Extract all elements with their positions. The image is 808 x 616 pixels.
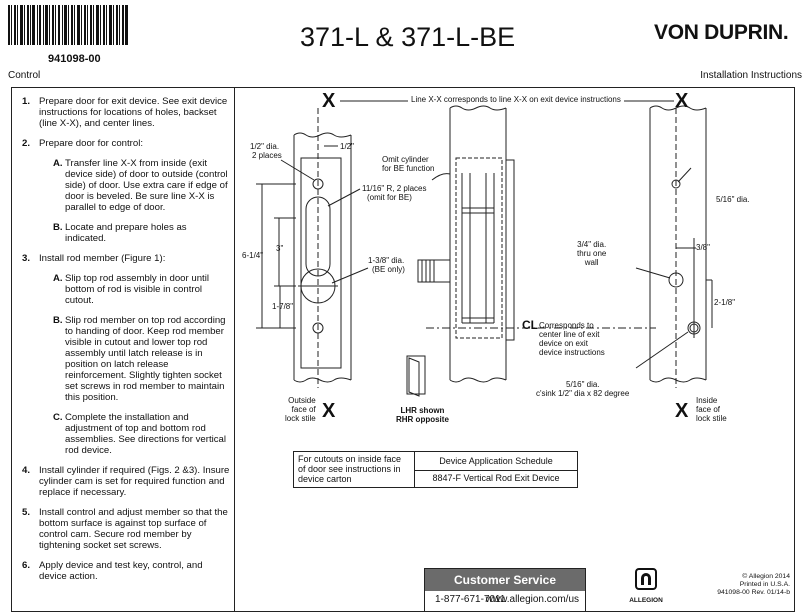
page-title: 371-L & 371-L-BE — [300, 22, 516, 52]
outside-face-label: Outside face of lock stile — [285, 396, 316, 423]
x-mark-top-left: X — [322, 90, 336, 112]
barcode — [8, 5, 128, 45]
step-text: Install cylinder if required (Figs. 2 &3). Insure cylinder cam is set for required function and replace if necessary. — [39, 465, 230, 498]
substep-3c — [53, 412, 230, 456]
instruction-steps — [22, 96, 230, 591]
substep-text: Slip top rod assembly in door until bottom of rod is visible in control cutout. — [65, 273, 209, 306]
customer-service-box — [424, 568, 586, 612]
substep-letter: B. — [53, 315, 63, 326]
step-text: Install rod member (Figure 1): — [39, 253, 166, 264]
substep-text: Transfer line X-X from inside (exit device side) of door to outside (control side) of door. Use extra care if edge of door is beveled. Be sure line X-X is parallel to edge of door. — [65, 158, 228, 213]
step-6 — [22, 560, 230, 582]
step-text: Prepare door for exit device. See exit device instructions for locations of holes, backset (line X-X), and center lines. — [39, 96, 228, 129]
step-3 — [22, 253, 230, 456]
dia-5-16-label: 5/16" dia. — [716, 195, 750, 204]
cutout-note: For cutouts on inside face of door see instructions in device carton — [294, 452, 415, 487]
step-5 — [22, 507, 230, 551]
copyright-block — [717, 573, 790, 597]
x-mark-top-right: X — [675, 90, 689, 112]
dim-3-8: 3/8" — [696, 243, 710, 252]
column-divider — [234, 88, 235, 611]
substep-2b — [53, 222, 230, 244]
half-dia-label: 1/2" dia. — [250, 142, 280, 151]
installation-instructions-label: Installation Instructions — [700, 70, 802, 81]
substep-text: Locate and prepare holes as indicated. — [65, 222, 187, 244]
substep-text: Complete the installation and adjustment of top and bottom rod assemblies. See directions for vertical rod device. — [65, 412, 227, 456]
von-duprin-logo: VON DUPRIN. — [654, 21, 789, 44]
lhr-label: LHR shown RHR opposite — [396, 406, 449, 424]
step-number: 4. — [22, 465, 31, 476]
half-dim-label: 1/2" — [340, 142, 354, 151]
big-hole-label: 1-3/8" dia. — [368, 256, 405, 265]
cl-symbol: CL — [522, 318, 538, 332]
radius-note: (omit for BE) — [367, 193, 412, 202]
step-1 — [22, 96, 230, 129]
line-xx-note: Line X-X corresponds to line X-X on exit device instructions — [408, 95, 624, 104]
omit-cylinder-label: Omit cylinder for BE function — [382, 155, 435, 173]
cl-note: Corresponds to center line of exit device on exit device instructions — [539, 321, 605, 357]
substep-letter: B. — [53, 222, 63, 233]
step-text: Install control and adjust member so that the bottom surface is against top surface of control cam. Secure rod member by tightening socket set screws. — [39, 507, 228, 551]
step-4 — [22, 465, 230, 498]
revision-text: 941098-00 Rev. 01/14-b — [717, 589, 790, 596]
substep-text: Slip rod member on top rod according to handing of door. Keep rod member visible in cutout and lower top rod assembly until latch release is in position on latch release reinforcement. Slightly tighten socket set screws in rod member to maintain this position. — [65, 315, 226, 403]
step-number: 3. — [22, 253, 31, 264]
two-places-label: 2 places — [252, 151, 282, 160]
dim-3: 3" — [276, 244, 284, 253]
substep-letter: A. — [53, 273, 63, 284]
printed-text: Printed in U.S.A. — [739, 581, 790, 588]
allegion-wordmark: ALLEGION — [629, 597, 663, 604]
customer-service-title: Customer Service — [425, 569, 585, 591]
allegion-logo — [628, 568, 664, 604]
copyright-text: © Allegion 2014 — [742, 573, 790, 580]
step-text: Prepare door for control: — [39, 138, 143, 149]
substep-3a — [53, 273, 230, 306]
x-mark-bottom-right: X — [675, 400, 689, 422]
big-hole-note: (BE only) — [372, 265, 405, 274]
inside-face-label: Inside face of lock stile — [696, 396, 727, 423]
dim-total: 6-1/4" — [242, 251, 264, 260]
dia-3-4-label: 3/4" dia. thru one wall — [577, 240, 607, 267]
radius-label: 11/16" R, 2 places — [362, 184, 427, 193]
schedule-header: Device Application Schedule — [415, 452, 577, 471]
step-number: 1. — [22, 96, 31, 107]
document-number: 941098-00 — [48, 53, 101, 65]
dim-1-7-8: 1-7/8" — [272, 302, 294, 311]
step-number: 5. — [22, 507, 31, 518]
step-2 — [22, 138, 230, 244]
substep-2a — [53, 158, 230, 213]
step-number: 6. — [22, 560, 31, 571]
dim-2-1-8: 2-1/8" — [714, 298, 736, 307]
substep-3b — [53, 315, 230, 403]
device-schedule-table — [293, 451, 578, 488]
control-label: Control — [8, 70, 41, 81]
schedule-device: 8847-F Vertical Rod Exit Device — [432, 473, 560, 483]
step-number: 2. — [22, 138, 31, 149]
substep-letter: A. — [53, 158, 63, 169]
sink-hole-label: 5/16" dia. c'sink 1/2" dia x 82 degree — [536, 380, 630, 398]
x-mark-bottom-left: X — [322, 400, 336, 422]
customer-service-phone[interactable]: 1-877-671-7011 — [435, 594, 506, 605]
step-text: Apply device and test key, control, and device action. — [39, 560, 203, 582]
installation-diagram — [236, 88, 794, 433]
allegion-mark-icon — [635, 568, 657, 590]
customer-service-website[interactable]: www.allegion.com/us — [485, 594, 579, 605]
substep-letter: C. — [53, 412, 63, 423]
diagram-lines — [236, 88, 794, 433]
